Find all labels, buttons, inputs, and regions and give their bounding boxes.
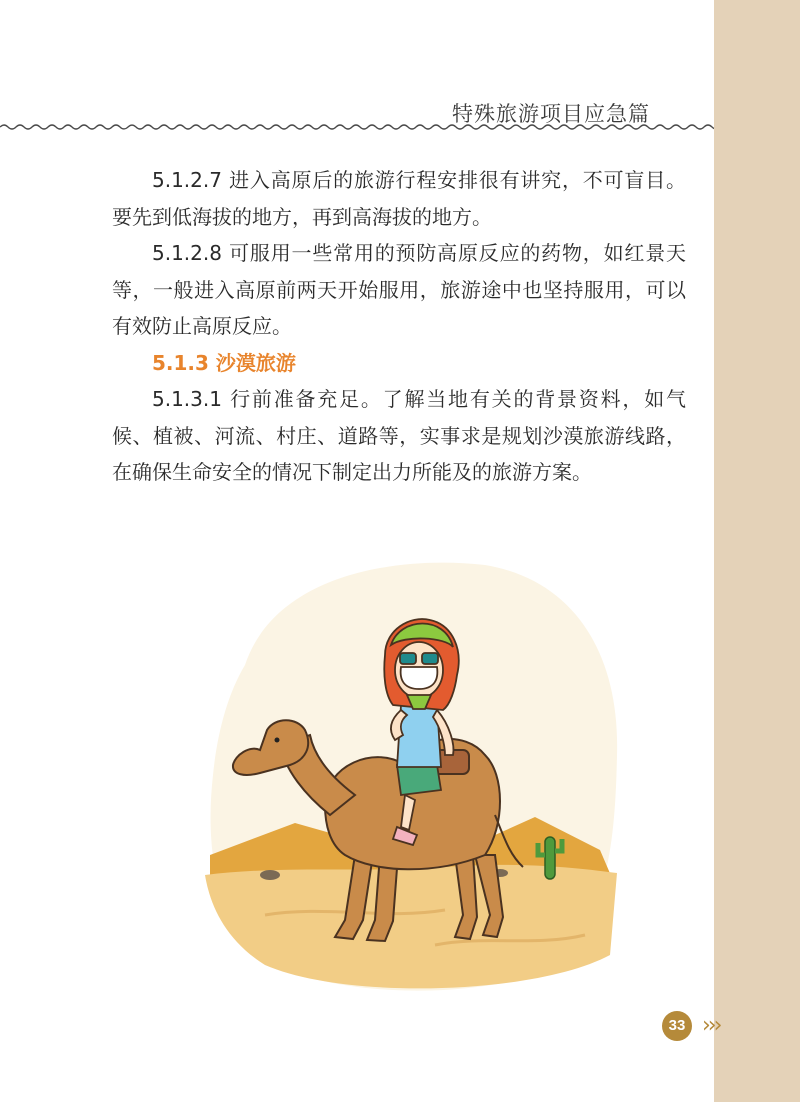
paragraph-5-1-3-1: 5.1.3.1 行前准备充足。了解当地有关的背景资料，如气候、植被、河流、村庄、道路等，实事求是规划沙漠旅游线路，在确保生命安全的情况下制定出力所能及的旅游方案。 [112,387,686,484]
running-header-title: 特殊旅游项目应急篇 [452,102,650,126]
header-wavy-divider [0,123,714,131]
rock [260,870,280,880]
paragraph-5-1-2-7: 5.1.2.7 进入高原后的旅游行程安排很有讲究，不可盲目。要先到低海拔的地方，再到高海拔的地方。 [112,168,686,229]
page-number-footer [662,1010,782,1044]
body-text [112,162,686,491]
side-margin-strip [714,0,800,1102]
camel-rider-illustration [205,555,625,995]
page-number-badge: 33 [662,1011,692,1041]
chevron-right-icon: ››› [702,1013,720,1038]
paragraph-5-1-2-8: 5.1.2.8 可服用一些常用的预防高原反应的药物，如红景天等，一般进入高原前两天开始服用，旅游途中也坚持服用，可以有效防止高原反应。 [112,241,686,338]
camel-eye [275,738,280,743]
section-heading-desert-travel: 5.1.3 沙漠旅游 [152,350,296,375]
desert-ground [205,865,617,989]
